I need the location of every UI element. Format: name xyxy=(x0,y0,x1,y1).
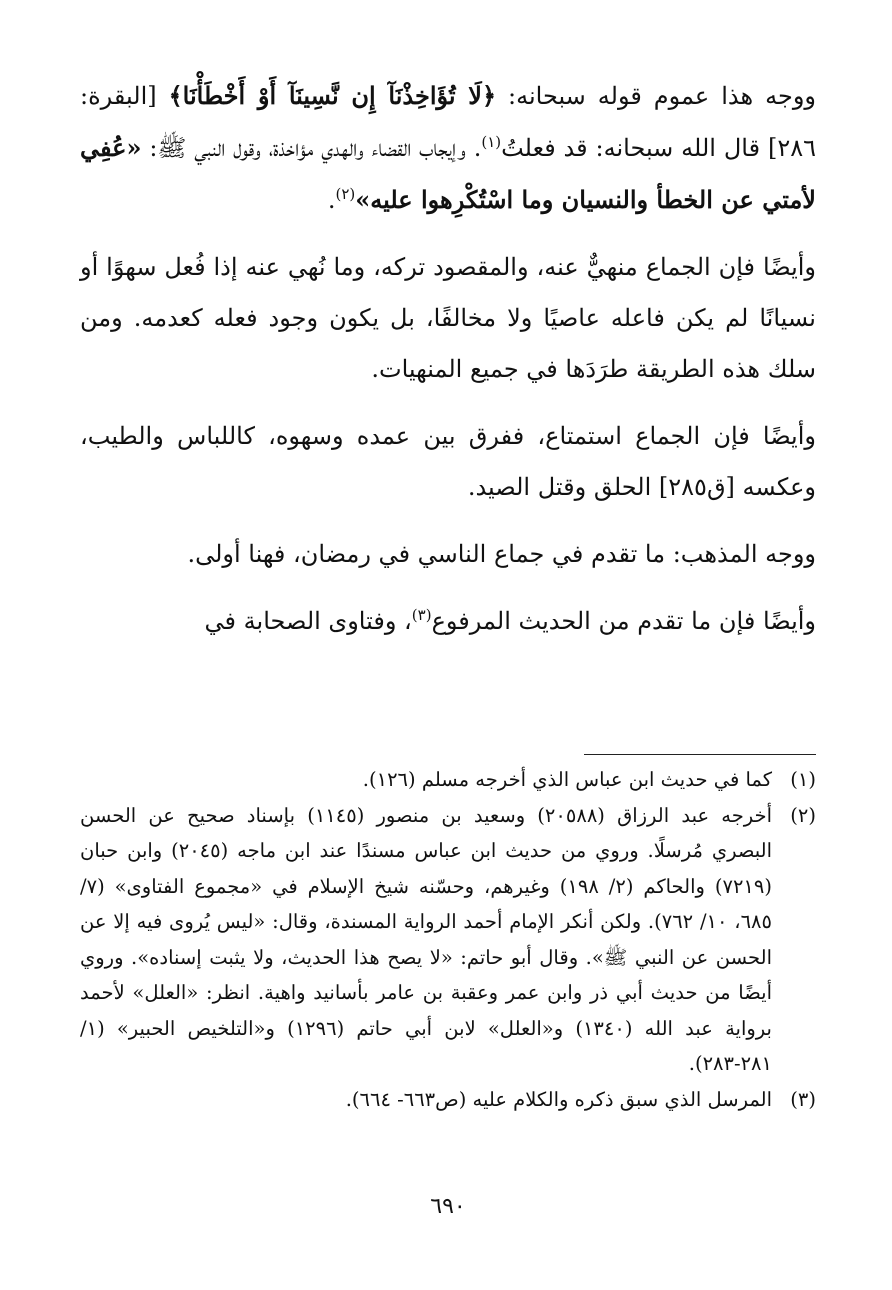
paragraph-3: وأيضًا فإن الجماع استمتاع، ففرق بين عمده وسهوه، كاللباس والطيب، وعكسه [ق٢٨٥] الحلق وقتل الصيد. xyxy=(80,422,816,501)
paragraph-4: ووجه المذهب: ما تقدم في جماع الناسي في رمضان، فهنا أولى. xyxy=(187,540,816,568)
footnote-number: (١) xyxy=(790,768,816,791)
footnote-ref-2[interactable]: (٢) xyxy=(335,185,356,203)
footnote-ref-1[interactable]: (١) xyxy=(481,133,502,151)
p1-mid2: . وإيجاب القضاء والهدي مؤاخذة، وقول النبي ﷺ: xyxy=(141,134,482,162)
footnote-text: المرسل الذي سبق ذكره والكلام عليه (ص٦٦٣- ٦٦٤). xyxy=(345,1087,772,1111)
footnote-number: (٣) xyxy=(790,1087,816,1111)
footnote-1 xyxy=(80,762,816,798)
footnote-text: كما في حديث ابن عباس الذي أخرجه مسلم (١٢٦). xyxy=(362,768,772,791)
footnotes xyxy=(80,762,816,1117)
book-page xyxy=(80,70,816,1250)
footnote-text: أخرجه عبد الرزاق (٢٠٥٨٨) وسعيد بن منصور (١١٤٥) بإسناد صحيح عن الحسن البصري مُرسلًا. وروي من حديث ابن عباس مسندًا عند ابن ماجه (٢٠٤٥) وابن حبان (٧٢١٩) والحاكم (٢/ ١٩٨) وغيرهم، وحسّنه شيخ الإسلام في «مجموع الفتاوى» (٧/ ٦٨٥، ١٠/ ٧٦٢). ولكن أنكر الإمام أحمد الرواية المسندة، وقال: «ليس يُروى فيه إلا عن الحسن عن النبي ﷺ». وقال أبو حاتم: «لا يصح هذا الحديث، ولا يثبت إسناده». وروي أيضًا من حديث أبي ذر وابن عمر وعقبة بن عامر بأسانيد واهية. انظر: «العلل» لأحمد برواية عبد الله (١٣٤٠) و«العلل» لابن أبي حاتم (١٢٩٦) و«التلخيص الحبير» (١/ ٢٨١-٢٨٣). xyxy=(80,803,773,1075)
footnote-3 xyxy=(80,1082,816,1118)
footnote-number: (٢) xyxy=(790,803,816,827)
paragraph-5 xyxy=(80,596,816,647)
p1-mid: [البقرة: ٢٨٦] قال الله سبحانه: قد فعلتُ xyxy=(80,82,816,162)
page-number: ٦٩٠ xyxy=(430,1194,466,1219)
footnote-divider xyxy=(584,754,816,755)
main-text xyxy=(80,70,816,647)
footnote-2 xyxy=(80,798,816,1082)
p5-text: وأيضًا فإن ما تقدم من الحديث المرفوع xyxy=(431,607,816,635)
paragraph-2: وأيضًا فإن الجماع منهيٌّ عنه، والمقصود تركه، وما نُهي عنه إذا فُعل سهوًا أو نسيانًا لم يكن فاعله عاصيًا ولا مخالفًا، بل يكون وجود فعله كعدمه. ومن سلك هذه الطريقة طرَدَها في جميع المنهيات. xyxy=(80,253,816,383)
hadith-quote: «عُفِي لأمتي عن الخطأ والنسيان وما اسْتُكْرِهوا عليه» xyxy=(80,133,816,214)
quran-verse: ﴿لَا تُؤَاخِذْنَآ إِن نَّسِينَآ أَوْ أَخْطَأْنَا﴾ xyxy=(168,81,497,110)
footnote-ref-3[interactable]: (٣) xyxy=(411,606,432,624)
p1-intro: ووجه هذا عموم قوله سبحانه: xyxy=(496,82,816,110)
p5-end: ، وفتاوى الصحابة في xyxy=(204,607,412,635)
paragraph-1 xyxy=(80,70,816,226)
p1-end: . xyxy=(327,186,336,214)
